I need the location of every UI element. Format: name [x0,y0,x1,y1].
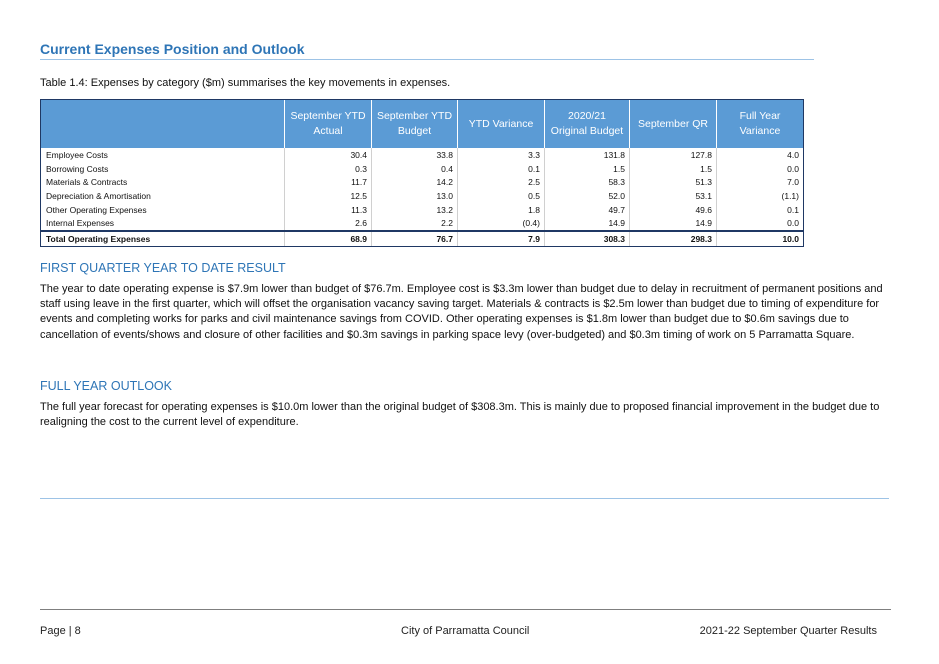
table-cell: 7.0 [717,175,804,189]
expenses-table [40,99,804,247]
table-cell: 14.9 [630,216,717,231]
row-label: Other Operating Expenses [41,203,285,217]
row-label: Depreciation & Amortisation [41,189,285,203]
table-cell: 0.4 [372,162,458,176]
table-row [41,162,804,176]
total-cell: 7.9 [458,231,545,247]
table-cell: 53.1 [630,189,717,203]
table-cell: 131.8 [545,148,630,162]
column-header: September YTD Actual [285,100,372,149]
table-cell: 14.2 [372,175,458,189]
row-label: Employee Costs [41,148,285,162]
table-cell: 2.2 [372,216,458,231]
section-text-full-year-outlook: The full year forecast for operating expenses is $10.0m lower than the original budget of $308.3m. This is mainly due to proposed financial improvement in the budget due to realigning the cost to the current level of expenditure. [40,401,880,429]
section-heading-full-year-outlook: FULL YEAR OUTLOOK [40,379,172,393]
table-cell: 0.3 [285,162,372,176]
table-cell: 2.6 [285,216,372,231]
column-header: September QR [630,100,717,149]
section-heading-ytd-result: FIRST QUARTER YEAR TO DATE RESULT [40,261,286,275]
table-cell: 51.3 [630,175,717,189]
table-cell: (0.4) [458,216,545,231]
table-cell: 11.3 [285,203,372,217]
content-divider [40,498,889,499]
footer-page-number: Page | 8 [40,625,81,637]
table-cell: 13.2 [372,203,458,217]
table-cell: 49.7 [545,203,630,217]
table-row [41,148,804,162]
table-cell: 49.6 [630,203,717,217]
table-cell: 11.7 [285,175,372,189]
row-label: Internal Expenses [41,216,285,231]
section-text-ytd-result: The year to date operating expense is $7.9m lower than budget of $76.7m. Employee cost is $3.3m lower than budget due to delay in recruitment of permanent positions and staff using leave in the first quarter, which will offset the organisation vacancy saving target. Materials & contracts is $2.5m lower than budget due to timing of expenditure for events and completing works for parks and civil maintenance savings from COVID. Other operating expenses is $1.8m lower than budget due to $0.6m savings due to cancellation of events/shows and closure of other facilities and $0.3m savings in parking space levy (over-budgeted) and $0.3m timing of work on 5 Parramatta Square. [40,283,883,341]
column-header [41,100,285,149]
table-row [41,175,804,189]
table-cell: 0.1 [458,162,545,176]
table-cell: 13.0 [372,189,458,203]
table-cell: 1.5 [630,162,717,176]
table-cell: (1.1) [717,189,804,203]
column-header: September YTD Budget [372,100,458,149]
footer-divider [40,609,891,610]
footer-organisation: City of Parramatta Council [401,625,530,637]
table-cell: 4.0 [717,148,804,162]
table-caption: Table 1.4: Expenses by category ($m) summarises the key movements in expenses. [40,77,451,89]
table-row [41,203,804,217]
total-label: Total Operating Expenses [41,231,285,247]
row-label: Materials & Contracts [41,175,285,189]
total-cell: 298.3 [630,231,717,247]
table-cell: 0.5 [458,189,545,203]
table-cell: 0.0 [717,216,804,231]
table-cell: 1.8 [458,203,545,217]
table-cell: 12.5 [285,189,372,203]
table-cell: 0.0 [717,162,804,176]
table-cell: 33.8 [372,148,458,162]
table-row [41,189,804,203]
table-cell: 14.9 [545,216,630,231]
column-header: Full Year Variance [717,100,804,149]
table-cell: 127.8 [630,148,717,162]
total-cell: 10.0 [717,231,804,247]
table-cell: 0.1 [717,203,804,217]
table-header-row [41,100,804,149]
footer-report-title: 2021-22 September Quarter Results [699,625,877,637]
title-divider [40,59,814,60]
total-cell: 308.3 [545,231,630,247]
table-cell: 2.5 [458,175,545,189]
page-title: Current Expenses Position and Outlook [40,41,305,57]
table-row [41,216,804,231]
table-cell: 52.0 [545,189,630,203]
total-cell: 68.9 [285,231,372,247]
column-header: 2020/21 Original Budget [545,100,630,149]
table-cell: 1.5 [545,162,630,176]
row-label: Borrowing Costs [41,162,285,176]
table-cell: 30.4 [285,148,372,162]
table-total-row [41,231,804,247]
column-header: YTD Variance [458,100,545,149]
total-cell: 76.7 [372,231,458,247]
table-cell: 58.3 [545,175,630,189]
table-cell: 3.3 [458,148,545,162]
